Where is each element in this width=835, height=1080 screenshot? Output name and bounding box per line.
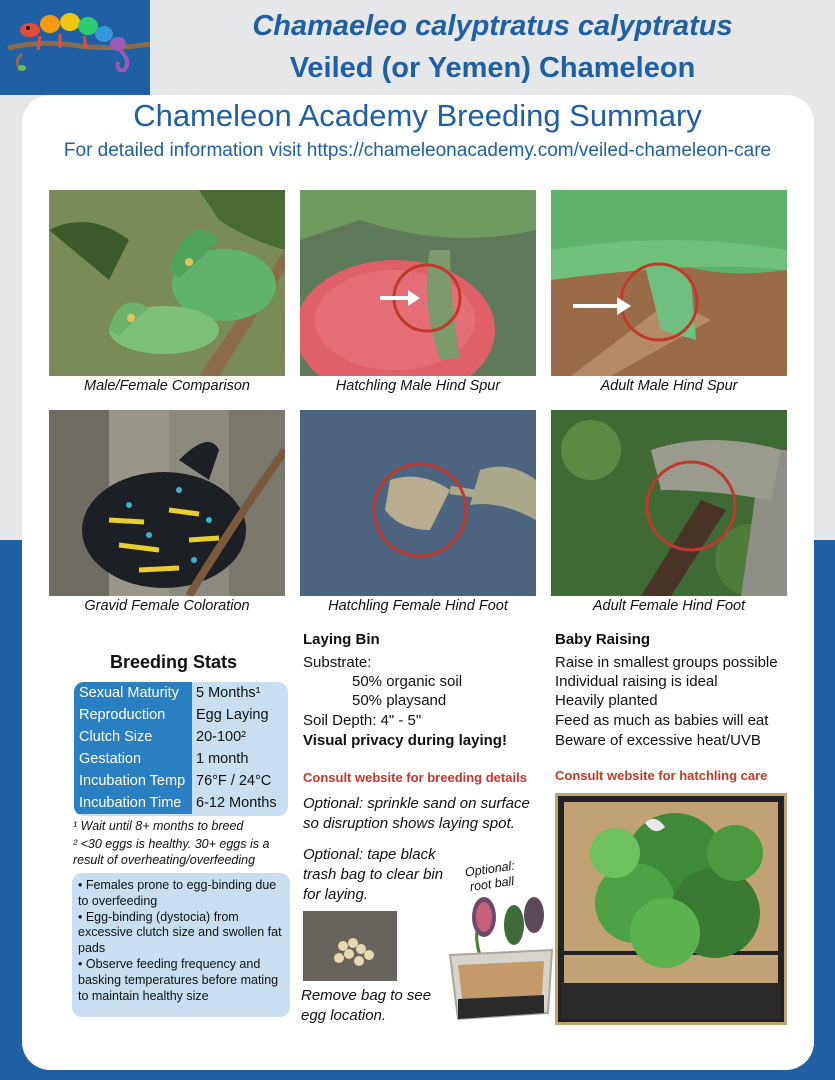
stats-row bbox=[74, 726, 288, 748]
adult-female-hind-foot-photo bbox=[551, 410, 787, 596]
stats-label: Reproduction bbox=[74, 704, 192, 726]
baby-raising-item: Individual raising is ideal bbox=[555, 673, 718, 690]
stats-value: 20-100² bbox=[196, 729, 246, 745]
footnote-2: ² <30 eggs is healthy. 30+ eggs is a result of overheating/overfeeding bbox=[73, 837, 270, 867]
bullet-item: • Observe feeding frequency and basking temperatures before mating to maintain healthy size bbox=[78, 956, 279, 1003]
baby-raising-item: Feed as much as babies will eat bbox=[555, 712, 769, 729]
stats-label: Sexual Maturity bbox=[74, 682, 192, 704]
egg-location-photo bbox=[303, 911, 397, 981]
photo-caption: Adult Female Hind Foot bbox=[592, 598, 746, 614]
baby-raising-item: Beware of excessive heat/UVB bbox=[555, 732, 761, 749]
scientific-name: Chamaeleo calyptratus calyptratus bbox=[252, 10, 733, 42]
hatchling-enclosure-photo bbox=[555, 793, 787, 1025]
page-subtitle: For detailed information visit https://chameleonacademy.com/veiled-chameleon-care bbox=[63, 140, 772, 161]
root-ball-note: Optional: root ball bbox=[464, 858, 516, 894]
hatchling-female-hind-foot-photo bbox=[300, 410, 536, 596]
stats-row bbox=[74, 792, 288, 814]
baby-raising-heading: Baby Raising bbox=[555, 631, 651, 648]
stats-label: Gestation bbox=[74, 748, 192, 770]
consult-breeding-link[interactable]: Consult website for breeding details bbox=[303, 770, 527, 785]
stats-label: Incubation Time bbox=[74, 792, 192, 814]
chameleon-academy-logo bbox=[0, 0, 150, 95]
photo-caption: Male/Female Comparison bbox=[83, 378, 250, 394]
egg-binding-notes bbox=[72, 873, 290, 1017]
hatchling-male-hind-spur-photo bbox=[300, 190, 536, 376]
laying-bin-photo bbox=[440, 895, 553, 1025]
photo-caption: Gravid Female Coloration bbox=[84, 598, 250, 614]
gravid-female-coloration-photo bbox=[49, 410, 285, 596]
photo-caption: Hatchling Male Hind Spur bbox=[335, 378, 501, 394]
laying-bin-heading: Laying Bin bbox=[303, 631, 380, 648]
photo-caption: Adult Male Hind Spur bbox=[600, 378, 738, 394]
baby-raising-item: Heavily planted bbox=[555, 692, 658, 709]
privacy-note: Visual privacy during laying! bbox=[303, 732, 507, 749]
sand-note: Optional: sprinkle sand on surface so disruption shows laying spot. bbox=[303, 795, 530, 832]
substrate-label: Substrate: bbox=[303, 654, 372, 671]
soil-depth: Soil Depth: 4" - 5" bbox=[303, 712, 422, 729]
bullet-item: • Females prone to egg-binding due to overfeeding bbox=[78, 878, 277, 908]
bullet-item: • Egg-binding (dystocia) from excessive clutch size and swollen fat pads bbox=[78, 909, 282, 956]
stats-row bbox=[74, 770, 288, 792]
stats-value: 1 month bbox=[196, 751, 249, 767]
stats-label: Incubation Temp bbox=[74, 770, 192, 792]
remove-bag-note: Remove bag to see egg location. bbox=[301, 987, 432, 1024]
stats-value: Egg Laying bbox=[196, 707, 269, 723]
male-female-comparison-photo bbox=[49, 190, 285, 376]
stats-row bbox=[74, 682, 288, 704]
breeding-stats-table bbox=[74, 682, 288, 816]
stats-row bbox=[74, 704, 288, 726]
stats-value: 76°F / 24°C bbox=[196, 773, 272, 789]
footnote-1: ¹ Wait until 8+ months to breed bbox=[73, 819, 244, 833]
substrate-sand: 50% playsand bbox=[352, 692, 447, 709]
adult-male-hind-spur-photo bbox=[551, 190, 787, 376]
stats-row bbox=[74, 748, 288, 770]
photo-caption: Hatchling Female Hind Foot bbox=[328, 598, 508, 614]
substrate-soil: 50% organic soil bbox=[352, 673, 463, 690]
breeding-stats-title: Breeding Stats bbox=[109, 652, 238, 672]
baby-raising-item: Raise in smallest groups possible bbox=[555, 654, 778, 671]
page-title: Chameleon Academy Breeding Summary bbox=[133, 98, 702, 133]
tape-note: Optional: tape black trash bag to clear bin for laying. bbox=[303, 846, 444, 903]
common-name: Veiled (or Yemen) Chameleon bbox=[289, 52, 696, 84]
stats-value: 6-12 Months bbox=[196, 795, 277, 811]
consult-hatchling-link[interactable]: Consult website for hatchling care bbox=[555, 768, 768, 783]
stats-label: Clutch Size bbox=[74, 726, 192, 748]
stats-value: 5 Months¹ bbox=[196, 685, 261, 701]
